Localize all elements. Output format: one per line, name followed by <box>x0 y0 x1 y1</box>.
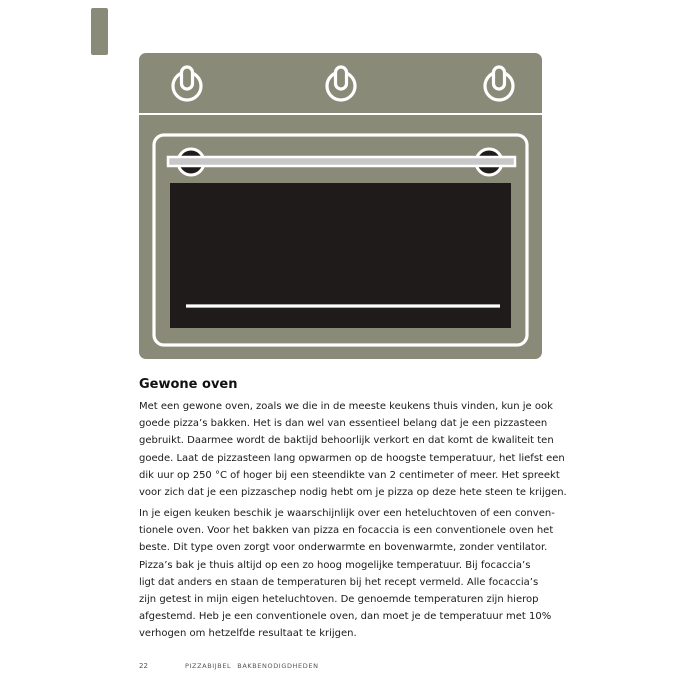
text-line: verhogen om hetzelfde resultaat te krijgen. <box>139 628 357 640</box>
text-line: voor zich dat je een pizzaschep nodig hebt om je pizza op deze hete steen te krijgen. <box>139 487 567 499</box>
page-footer <box>139 662 319 670</box>
text-line: Pizza’s bak je thuis altijd op een zo hoog mogelijke temperatuur. Bij focaccia’s <box>139 559 531 571</box>
paragraph-oven-types <box>139 505 555 643</box>
text-line: gebruikt. Daarmee wordt de baktijd behoorlijk verkort en dat komt de kwaliteit ten <box>139 435 554 447</box>
oven-illustration <box>139 53 542 359</box>
text-line: zijn getest in mijn eigen heteluchtoven. De genoemde temperaturen zijn hierop <box>139 594 539 606</box>
section-title: Gewone oven <box>139 377 238 392</box>
chapter-tab-marker <box>91 8 108 55</box>
text-line: beste. Dit type oven zorgt voor onderwarmte en bovenwarmte, zonder ventilator. <box>139 542 548 554</box>
chapter-title: BAKBENODIGDHEDEN <box>237 662 319 670</box>
text-line: Met een gewone oven, zoals we die in de meeste keukens thuis vinden, kun je ook <box>139 401 553 412</box>
paragraph-gewone-oven <box>139 398 567 501</box>
book-title: PIZZABIJBEL <box>185 662 232 670</box>
text-line: afgestemd. Heb je een conventionele oven, dan moet je de temperatuur met 10% <box>139 611 552 623</box>
page-number: 22 <box>139 662 148 670</box>
text-line: dik uur op 250 °C of hoger bij een steendikte van 2 centimeter of meer. Het spreekt <box>139 469 560 481</box>
text-line: tionele oven. Voor het bakken van pizza en focaccia is een conventionele oven het <box>139 525 554 537</box>
oven-door-handle <box>168 157 515 166</box>
text-line: goede. Laat de pizzasteen lang opwarmen op de hoogste temperatuur, het liefst een <box>139 452 565 464</box>
text-line: goede pizza’s bakken. Het is dan wel van essentieel belang dat je een pizzasteen <box>139 418 548 430</box>
text-line: In je eigen keuken beschik je waarschijnlijk over een heteluchtoven of een conven- <box>139 508 555 519</box>
text-line: ligt dat anders en staan de temperaturen bij het recept vermeld. Alle focaccia’s <box>139 576 539 588</box>
